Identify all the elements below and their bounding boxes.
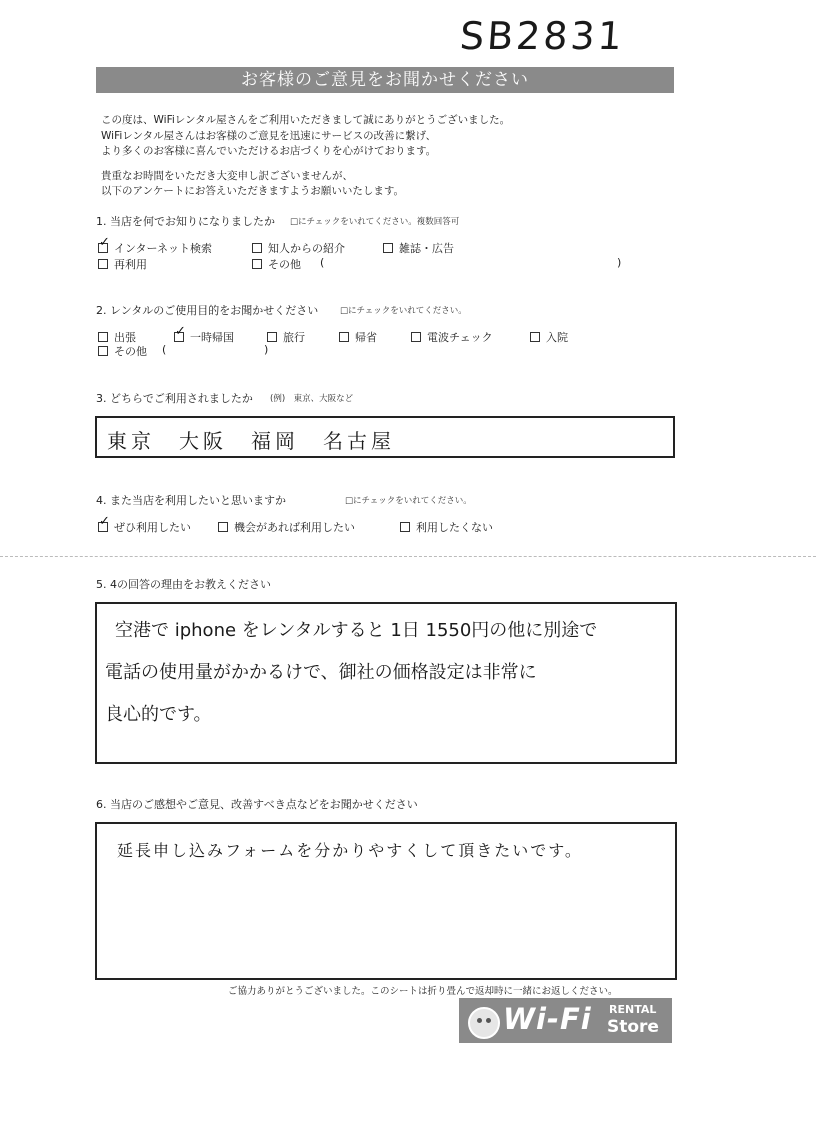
option-label: 旅行	[283, 331, 305, 344]
q1-other-close-paren: )	[617, 256, 622, 269]
intro-line-3: より多くのお客様に喜んでいただけるお店づくりを心がけております。	[101, 145, 437, 157]
checkbox-checked[interactable]	[98, 243, 108, 253]
q4-question: 4. また当店を利用したいと思いますか	[96, 494, 286, 507]
intro-line-2: WiFiレンタル屋さんはお客様のご意見を迅速にサービスの改善に繋げ、	[101, 130, 437, 142]
checkbox[interactable]	[383, 243, 393, 253]
q2-question: 2. レンタルのご使用目的をお聞かせください	[96, 304, 319, 317]
q2-other-open-paren: (	[162, 343, 167, 356]
q2-option-other[interactable]	[98, 343, 147, 359]
q3-answer-box[interactable]	[95, 416, 675, 458]
checkbox[interactable]	[252, 259, 262, 269]
q1-option-magazine[interactable]	[383, 240, 454, 256]
page-title: お客様のご意見をお聞かせください	[96, 67, 674, 93]
mascot-icon	[468, 1007, 500, 1039]
logo-store: Store	[607, 1017, 659, 1037]
option-label: 再利用	[114, 258, 147, 271]
wifi-store-logo	[459, 998, 672, 1043]
checkbox[interactable]	[252, 243, 262, 253]
q2-option-signal-check[interactable]	[411, 329, 493, 345]
option-label: 機会があれば利用したい	[234, 521, 355, 534]
q1-option-other[interactable]	[252, 256, 301, 272]
option-label: 帰省	[355, 331, 377, 344]
q1-question: 1. 当店を何でお知りになりましたか	[96, 215, 275, 228]
checkbox[interactable]	[339, 332, 349, 342]
checkbox[interactable]	[267, 332, 277, 342]
checkbox[interactable]	[400, 522, 410, 532]
option-label: 雑誌・広告	[399, 242, 454, 255]
q3-answer: 東京 大阪 福岡 名古屋	[107, 429, 395, 453]
q4-option-no[interactable]	[400, 519, 493, 535]
option-label: 電波チェック	[427, 331, 493, 344]
q4-option-if-chance[interactable]	[218, 519, 355, 535]
option-label: 知人からの紹介	[268, 242, 345, 255]
q6-answer-box[interactable]	[95, 822, 677, 980]
checkbox[interactable]	[98, 259, 108, 269]
q1-option-reuse[interactable]	[98, 256, 147, 272]
q5-answer-line-1: 空港で iphone をレンタルすると 1日 1550円の他に別途で	[115, 620, 598, 641]
q5-question: 5. 4の回答の理由をお教えください	[96, 578, 271, 591]
option-label: その他	[268, 258, 301, 271]
option-label: 出張	[114, 331, 136, 344]
q4-option-definitely[interactable]	[98, 519, 191, 535]
intro-line-1: この度は、WiFiレンタル屋さんをご利用いただきまして誠にありがとうございました。	[101, 114, 511, 126]
intro-line-4: 貴重なお時間をいただき大変申し訳ございませんが、	[101, 170, 353, 182]
option-label: 利用したくない	[416, 521, 493, 534]
option-label: その他	[114, 345, 147, 358]
q6-answer: 延長申し込みフォームを分かりやすくして頂きたいです。	[117, 841, 583, 860]
option-label: ぜひ利用したい	[114, 521, 191, 534]
footer-note: ご協力ありがとうございました。このシートは折り畳んで返却時に一緒にお返しください。	[228, 986, 618, 997]
checkbox[interactable]	[530, 332, 540, 342]
sheet-id: SB2831	[458, 14, 627, 58]
q2-other-close-paren: )	[264, 343, 269, 356]
intro-line-5: 以下のアンケートにお答えいただきますようお願いいたします。	[101, 185, 405, 197]
option-label: 入院	[546, 331, 568, 344]
fold-line	[0, 556, 816, 557]
checkbox-checked[interactable]	[174, 332, 184, 342]
q1-other-open-paren: (	[320, 256, 325, 269]
q2-option-return-home[interactable]	[174, 329, 234, 345]
q5-answer-box[interactable]	[95, 602, 677, 764]
option-label: 一時帰国	[190, 331, 234, 344]
q2-option-homecoming[interactable]	[339, 329, 377, 345]
option-label: インターネット検索	[114, 242, 213, 255]
checkbox[interactable]	[411, 332, 421, 342]
logo-wordmark: Wi-Fi	[503, 1002, 592, 1036]
checkbox[interactable]	[218, 522, 228, 532]
q2-option-travel[interactable]	[267, 329, 305, 345]
q1-note: □にチェックをいれてください。複数回答可	[290, 217, 460, 227]
q2-note: □にチェックをいれてください。	[340, 306, 467, 316]
checkbox[interactable]	[98, 346, 108, 356]
checkbox-checked[interactable]	[98, 522, 108, 532]
q2-option-hospital[interactable]	[530, 329, 568, 345]
q1-option-referral[interactable]	[252, 240, 345, 256]
q5-answer-line-2: 電話の使用量がかかるけで、御社の価格設定は非常に	[105, 662, 537, 683]
checkbox[interactable]	[98, 332, 108, 342]
logo-rental: RENTAL	[609, 1003, 657, 1016]
q4-note: □にチェックをいれてください。	[345, 496, 472, 506]
q1-option-internet[interactable]	[98, 240, 212, 256]
q5-answer-line-3: 良心的です。	[105, 704, 212, 725]
q6-question: 6. 当店のご感想やご意見、改善すべき点などをお聞かせください	[96, 798, 418, 811]
q3-question: 3. どちらでご利用されましたか	[96, 392, 253, 405]
q3-example: (例) 東京、大阪など	[270, 394, 354, 404]
